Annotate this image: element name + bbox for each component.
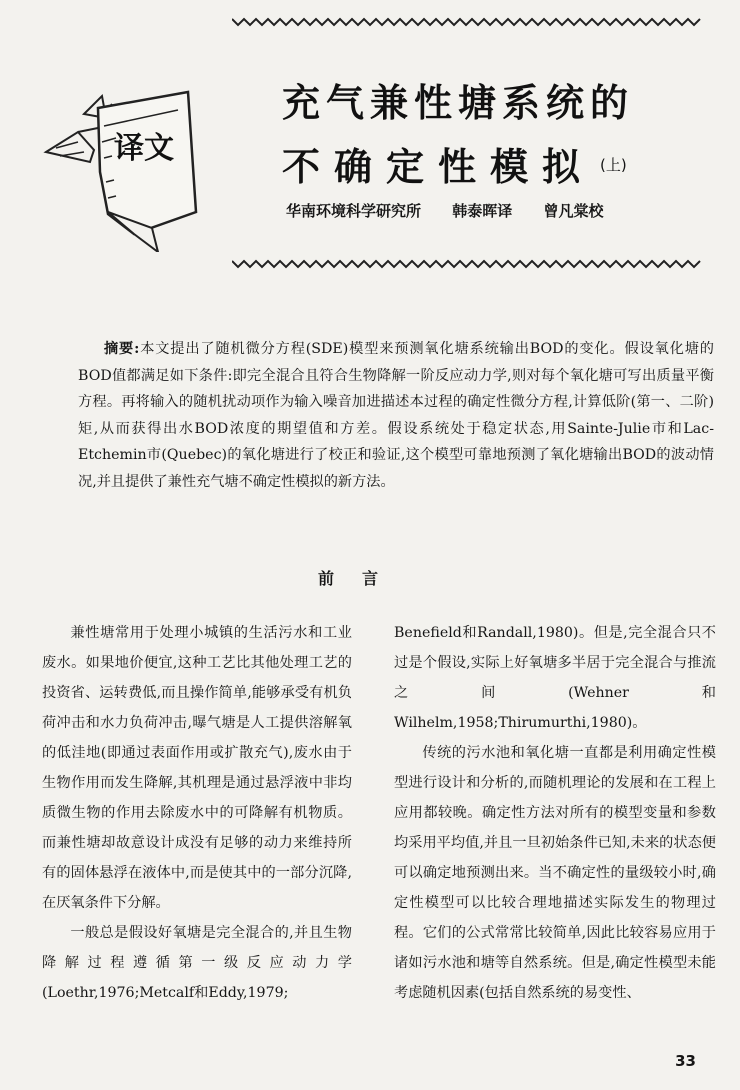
article-title-line-1: 充气兼性塘系统的 bbox=[282, 81, 635, 125]
translation-logo-icon bbox=[38, 62, 218, 252]
article-title-line-2: 不确定性模拟 bbox=[282, 145, 595, 189]
paragraph: 传统的污水池和氧化塘一直都是利用确定性模型进行设计和分析的,而随机理论的发展和在工程上应用都较晚。确定性方法对所有的模型变量和参数均采用平均值,并且一旦初始条件已知,未来的状态便可以确定地预测出来。当不确定性的量级较小时,确定性模型可以比较合理地描述实际发生的物理过程。它们的公式常常比较简单,因此比较容易应用于诸如污水池和塘等自然系统。但是,确定性模型未能考虑随机因素(包括自然系统的易变性、 bbox=[394, 745, 716, 1001]
article-title-part: (上) bbox=[600, 156, 627, 174]
bottom-decorative-border bbox=[232, 258, 702, 270]
abstract-text: 本文提出了随机微分方程(SDE)模型来预测氧化塘系统输出BOD的变化。假设氧化塘的BOD值都满足如下条件:即完全混合且符合生物降解一阶反应动力学,则对每个氧化塘可写出质量平衡方程。再将输入的随机扰动项作为输入噪音加进描述本过程的确定性微分方程,计算低阶(第一、二阶)矩,从而获得出水BOD浓度的期望值和方差。假设系统处于稳定状态,用Sainte-Julie市和Lac-Etchemin市(Quebec)的氧化塘进行了校正和验证,这个模型可靠地预测了氧化塘输出BOD的波动情况,并且提供了兼性充气塘不确定性模拟的新方法。 bbox=[78, 341, 714, 490]
byline bbox=[286, 200, 630, 221]
body-column-right bbox=[394, 618, 716, 1008]
abstract-label: 摘要: bbox=[104, 341, 140, 357]
byline-proofreader: 曾凡棠校 bbox=[543, 202, 604, 220]
paragraph: 一般总是假设好氧塘是完全混合的,并且生物降解过程遵循第一级反应动力学(Loethr,1976;Metcalf和Eddy,1979; bbox=[42, 925, 352, 1001]
paragraph: 兼性塘常用于处理小城镇的生活污水和工业废水。如果地价便宜,这种工艺比其他处理工艺的投资省、运转费低,而且操作简单,能够承受有机负荷冲击和水力负荷冲击,曝气塘是人工提供溶解氧的低洼地(即通过表面作用或扩散充气),废水由于生物作用而发生降解,其机理是通过悬浮液中非均质微生物的作用去除废水中的可降解有机物质。而兼性塘却故意设计成没有足够的动力来维持所有的固体悬浮在液体中,而是使其中的一部分沉降,在厌氧条件下分解。 bbox=[42, 625, 352, 911]
paragraph: Benefield和Randall,1980)。但是,完全混合只不过是个假设,实际上好氧塘多半居于完全混合与推流之间(Wehner和Wilhelm,1958;Thirumurthi,1980)。 bbox=[394, 625, 716, 731]
svg-text:译文: 译文 bbox=[114, 131, 174, 166]
byline-institute: 华南环境科学研究所 bbox=[286, 202, 422, 220]
byline-translator: 韩泰晖译 bbox=[452, 202, 513, 220]
page-number: 33 bbox=[675, 1052, 696, 1070]
top-decorative-border bbox=[232, 16, 702, 28]
body-column-left bbox=[42, 618, 352, 1008]
section-title: 前言 bbox=[318, 569, 407, 588]
abstract bbox=[78, 336, 714, 495]
